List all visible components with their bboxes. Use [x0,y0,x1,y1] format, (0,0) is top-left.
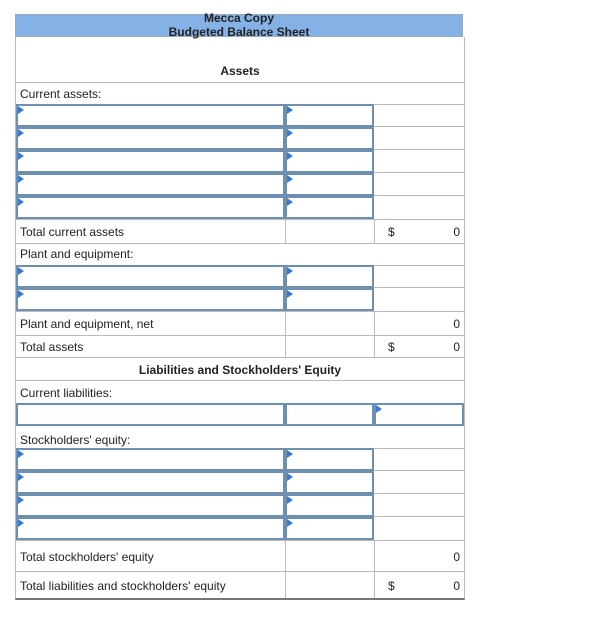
plant-net-label: Plant and equipment, net [20,317,154,331]
total-assets-label: Total assets [20,340,84,354]
stockholders-equity-label: Stockholders' equity: [20,433,131,447]
plant-net-row [15,311,465,336]
equity-name-input-4[interactable] [16,517,285,540]
marker-icon [18,129,24,137]
plant-inputs [15,265,465,311]
marker-icon [18,496,24,504]
liability-inputs [15,403,465,426]
total-assets-value: 0 [453,340,460,354]
marker-icon [18,267,24,275]
equity-amount-input-3[interactable] [285,494,374,517]
total-equity-row [15,540,465,572]
marker-icon [287,152,293,160]
currency-symbol: $ [388,340,395,354]
marker-icon [18,450,24,458]
sheet-title: Budgeted Balance Sheet [168,25,310,39]
marker-icon [18,106,24,114]
currency-symbol: $ [388,579,395,593]
marker-icon [287,450,293,458]
plant-equipment-label: Plant and equipment: [20,247,134,261]
asset-name-input-1[interactable] [16,104,285,127]
balance-sheet [15,11,463,599]
asset-name-input-2[interactable] [16,127,285,150]
assets-heading: Assets [220,64,260,78]
current-liabilities-label: Current liabilities: [20,386,113,400]
plant-name-input-1[interactable] [16,265,285,288]
total-equity-value: 0 [453,550,460,564]
current-assets-row [15,82,465,105]
marker-icon [287,129,293,137]
total-assets-row [15,335,465,358]
equity-name-input-1[interactable] [16,448,285,471]
marker-icon [287,519,293,527]
liability-amount-input[interactable] [374,403,464,426]
total-liab-equity-row [15,571,465,600]
current-assets-inputs [15,104,465,219]
total-equity-label: Total stockholders' equity [20,550,154,564]
marker-icon [18,198,24,206]
equity-amount-input-2[interactable] [285,471,374,494]
liability-blank-input[interactable] [285,403,374,426]
stockholders-equity-row [15,426,465,449]
marker-icon [18,473,24,481]
total-liab-equity-label: Total liabilities and stockholders' equity [20,579,226,593]
equity-amount-input-4[interactable] [285,517,374,540]
marker-icon [287,473,293,481]
total-current-assets-value: 0 [453,225,460,239]
total-current-assets-row [15,219,465,244]
marker-icon [287,106,293,114]
equity-amount-input-1[interactable] [285,448,374,471]
plant-equipment-row [15,243,465,266]
equity-name-input-2[interactable] [16,471,285,494]
marker-icon [18,175,24,183]
total-current-assets-label: Total current assets [20,225,125,239]
liability-name-input[interactable] [16,403,285,426]
plant-amount-input-1[interactable] [285,265,374,288]
company-name: Mecca Copy [203,11,275,25]
current-liabilities-row [15,381,465,404]
current-assets-label: Current assets: [20,87,102,101]
plant-name-input-2[interactable] [16,288,285,311]
total-liab-equity-value: 0 [453,579,460,593]
asset-name-input-3[interactable] [16,150,285,173]
marker-icon [18,152,24,160]
asset-name-input-4[interactable] [16,173,285,196]
marker-icon [18,519,24,527]
marker-icon [287,290,293,298]
marker-icon [18,290,24,298]
marker-icon [287,496,293,504]
marker-icon [287,198,293,206]
header-band [15,11,463,39]
assets-heading-row [15,37,465,83]
liabilities-heading: Liabilities and Stockholders' Equity [138,363,342,377]
marker-icon [376,405,382,413]
asset-name-input-5[interactable] [16,196,285,219]
asset-amount-input-3[interactable] [285,150,374,173]
asset-amount-input-1[interactable] [285,104,374,127]
asset-amount-input-4[interactable] [285,173,374,196]
currency-symbol: $ [388,225,395,239]
asset-amount-input-2[interactable] [285,127,374,150]
marker-icon [287,267,293,275]
equity-name-input-3[interactable] [16,494,285,517]
plant-net-value: 0 [453,317,460,331]
marker-icon [287,175,293,183]
plant-amount-input-2[interactable] [285,288,374,311]
asset-amount-input-5[interactable] [285,196,374,219]
liab-heading-row [15,358,465,381]
equity-inputs [15,448,465,540]
